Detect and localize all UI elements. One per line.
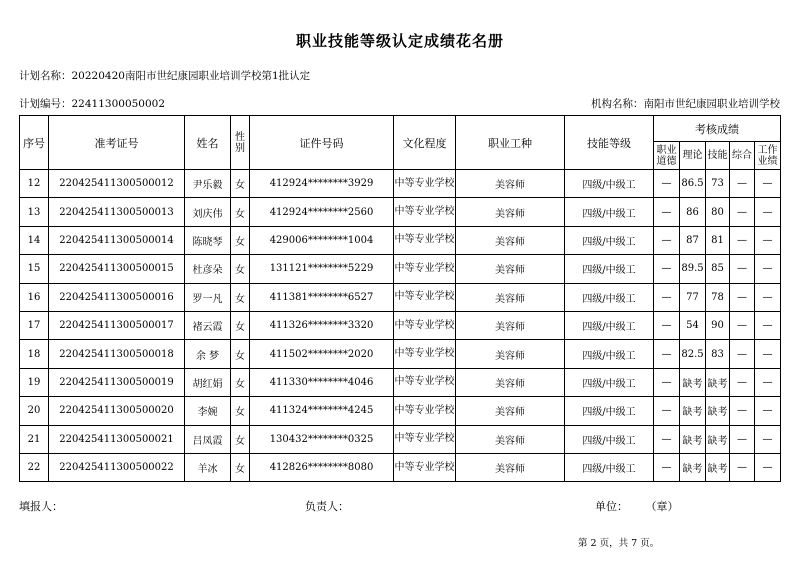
cell-seq: 15 (20, 255, 49, 283)
cell-id-no: 412924********2560 (250, 198, 394, 226)
table-row (20, 198, 781, 226)
header-level: 技能等级 (565, 116, 654, 170)
cell-skill: 缺考 (706, 453, 730, 481)
cell-name: 陈晓琴 (185, 226, 231, 254)
cell-ethics: — (654, 226, 680, 254)
cell-overall: — (730, 170, 755, 198)
cell-occupation: 美容师 (456, 255, 565, 283)
cell-theory: 缺考 (680, 453, 706, 481)
cell-skill: 缺考 (706, 425, 730, 453)
cell-seq: 12 (20, 170, 49, 198)
cell-gender: 女 (231, 397, 250, 425)
cell-overall: — (730, 340, 755, 368)
cell-gender: 女 (231, 368, 250, 396)
cell-occupation: 美容师 (456, 453, 565, 481)
table-row (20, 397, 781, 425)
cell-exam-no: 220425411300500016 (49, 283, 185, 311)
cell-seq: 20 (20, 397, 49, 425)
cell-name: 尹乐毅 (185, 170, 231, 198)
cell-seq: 19 (20, 368, 49, 396)
cell-level: 四级/中级工 (565, 170, 654, 198)
cell-exam-no: 220425411300500017 (49, 311, 185, 339)
table-row (20, 226, 781, 254)
cell-level: 四级/中级工 (565, 425, 654, 453)
cell-work: — (755, 226, 781, 254)
header-work: 工作业绩 (755, 142, 781, 170)
cell-overall: — (730, 283, 755, 311)
cell-theory: 缺考 (680, 368, 706, 396)
cell-gender: 女 (231, 283, 250, 311)
cell-skill: 81 (706, 226, 730, 254)
page-title: 职业技能等级认定成绩花名册 (295, 32, 504, 50)
cell-skill: 78 (706, 283, 730, 311)
cell-level: 四级/中级工 (565, 340, 654, 368)
cell-ethics: — (654, 453, 680, 481)
cell-exam-no: 220425411300500020 (49, 397, 185, 425)
cell-level: 四级/中级工 (565, 226, 654, 254)
cell-overall: — (730, 453, 755, 481)
cell-exam-no: 220425411300500021 (49, 425, 185, 453)
cell-seq: 18 (20, 340, 49, 368)
cell-overall: — (730, 198, 755, 226)
cell-education: 中等专业学校 (394, 283, 456, 311)
cell-education: 中等专业学校 (394, 170, 456, 198)
cell-theory: 86 (680, 198, 706, 226)
cell-work: — (755, 368, 781, 396)
cell-occupation: 美容师 (456, 397, 565, 425)
table-row (20, 368, 781, 396)
cell-exam-no: 220425411300500013 (49, 198, 185, 226)
unit-seal-label: 单位： （章） (595, 500, 679, 513)
cell-occupation: 美容师 (456, 368, 565, 396)
cell-gender: 女 (231, 198, 250, 226)
cell-skill: 缺考 (706, 397, 730, 425)
cell-exam-no: 220425411300500015 (49, 255, 185, 283)
header-id-no: 证件号码 (250, 116, 394, 170)
cell-work: — (755, 255, 781, 283)
cell-education: 中等专业学校 (394, 226, 456, 254)
header-gender: 性别 (231, 116, 250, 170)
cell-ethics: — (654, 397, 680, 425)
cell-education: 中等专业学校 (394, 397, 456, 425)
cell-ethics: — (654, 255, 680, 283)
cell-id-no: 429006********1004 (250, 226, 394, 254)
cell-exam-no: 220425411300500019 (49, 368, 185, 396)
cell-education: 中等专业学校 (394, 255, 456, 283)
plan-name: 计划名称：20220420南阳市世纪康园职业培训学校第1批认定 (19, 70, 311, 82)
cell-gender: 女 (231, 311, 250, 339)
cell-id-no: 411330********4046 (250, 368, 394, 396)
cell-work: — (755, 340, 781, 368)
cell-overall: — (730, 311, 755, 339)
cell-id-no: 131121********5229 (250, 255, 394, 283)
cell-work: — (755, 311, 781, 339)
cell-gender: 女 (231, 453, 250, 481)
cell-theory: 82.5 (680, 340, 706, 368)
cell-education: 中等专业学校 (394, 340, 456, 368)
cell-level: 四级/中级工 (565, 255, 654, 283)
cell-skill: 80 (706, 198, 730, 226)
cell-occupation: 美容师 (456, 226, 565, 254)
cell-seq: 22 (20, 453, 49, 481)
cell-exam-no: 220425411300500018 (49, 340, 185, 368)
table-row (20, 255, 781, 283)
header-name: 姓名 (185, 116, 231, 170)
cell-level: 四级/中级工 (565, 397, 654, 425)
cell-work: — (755, 425, 781, 453)
cell-level: 四级/中级工 (565, 198, 654, 226)
cell-work: — (755, 170, 781, 198)
cell-skill: 85 (706, 255, 730, 283)
cell-education: 中等专业学校 (394, 425, 456, 453)
cell-occupation: 美容师 (456, 170, 565, 198)
header-theory: 理论 (680, 142, 706, 170)
cell-id-no: 411326********3320 (250, 311, 394, 339)
page-indicator: 第 2 页，共 7 页。 (578, 538, 660, 549)
cell-gender: 女 (231, 255, 250, 283)
cell-skill: 73 (706, 170, 730, 198)
table-row (20, 311, 781, 339)
cell-id-no: 412826********8080 (250, 453, 394, 481)
cell-skill: 90 (706, 311, 730, 339)
table-row (20, 170, 781, 198)
filler-label: 填报人： (19, 500, 63, 513)
cell-seq: 17 (20, 311, 49, 339)
cell-ethics: — (654, 340, 680, 368)
cell-theory: 86.5 (680, 170, 706, 198)
cell-seq: 21 (20, 425, 49, 453)
cell-overall: — (730, 368, 755, 396)
cell-name: 胡红娟 (185, 368, 231, 396)
cell-seq: 14 (20, 226, 49, 254)
cell-work: — (755, 198, 781, 226)
cell-occupation: 美容师 (456, 311, 565, 339)
cell-occupation: 美容师 (456, 425, 565, 453)
header-exam-no: 准考证号 (49, 116, 185, 170)
organization-name: 机构名称：南阳市世纪康园职业培训学校 (591, 98, 780, 110)
cell-seq: 16 (20, 283, 49, 311)
table-row (20, 453, 781, 481)
table-row (20, 425, 781, 453)
cell-seq: 13 (20, 198, 49, 226)
cell-skill: 缺考 (706, 368, 730, 396)
cell-ethics: — (654, 425, 680, 453)
header-scores: 考核成绩 (654, 116, 781, 142)
score-roster-table (19, 115, 781, 482)
cell-theory: 缺考 (680, 397, 706, 425)
cell-ethics: — (654, 170, 680, 198)
cell-name: 刘庆伟 (185, 198, 231, 226)
cell-id-no: 130432********0325 (250, 425, 394, 453)
header-occupation: 职业工种 (456, 116, 565, 170)
table-row (20, 283, 781, 311)
cell-ethics: — (654, 311, 680, 339)
cell-theory: 77 (680, 283, 706, 311)
plan-number: 计划编号：22411300050002 (19, 98, 166, 110)
cell-occupation: 美容师 (456, 198, 565, 226)
cell-name: 李婉 (185, 397, 231, 425)
cell-ethics: — (654, 368, 680, 396)
cell-level: 四级/中级工 (565, 283, 654, 311)
cell-theory: 87 (680, 226, 706, 254)
cell-education: 中等专业学校 (394, 198, 456, 226)
header-education: 文化程度 (394, 116, 456, 170)
cell-name: 羊冰 (185, 453, 231, 481)
responsible-label: 负责人： (305, 500, 349, 513)
cell-ethics: — (654, 198, 680, 226)
cell-gender: 女 (231, 340, 250, 368)
cell-education: 中等专业学校 (394, 368, 456, 396)
cell-level: 四级/中级工 (565, 311, 654, 339)
cell-work: — (755, 453, 781, 481)
cell-work: — (755, 283, 781, 311)
cell-name: 罗一凡 (185, 283, 231, 311)
cell-level: 四级/中级工 (565, 453, 654, 481)
cell-name: 褚云霞 (185, 311, 231, 339)
cell-overall: — (730, 425, 755, 453)
cell-education: 中等专业学校 (394, 453, 456, 481)
cell-theory: 54 (680, 311, 706, 339)
cell-id-no: 411324********4245 (250, 397, 394, 425)
cell-occupation: 美容师 (456, 340, 565, 368)
cell-occupation: 美容师 (456, 283, 565, 311)
cell-work: — (755, 397, 781, 425)
cell-overall: — (730, 397, 755, 425)
cell-gender: 女 (231, 170, 250, 198)
cell-overall: — (730, 255, 755, 283)
header-skill: 技能 (706, 142, 730, 170)
table-row (20, 340, 781, 368)
cell-theory: 缺考 (680, 425, 706, 453)
cell-overall: — (730, 226, 755, 254)
header-seq: 序号 (20, 116, 49, 170)
cell-gender: 女 (231, 226, 250, 254)
cell-name: 杜彦朵 (185, 255, 231, 283)
cell-skill: 83 (706, 340, 730, 368)
cell-gender: 女 (231, 425, 250, 453)
header-ethics: 职业道德 (654, 142, 680, 170)
cell-id-no: 412924********3929 (250, 170, 394, 198)
header-overall: 综合 (730, 142, 755, 170)
cell-name: 吕凤霞 (185, 425, 231, 453)
cell-id-no: 411502********2020 (250, 340, 394, 368)
cell-theory: 89.5 (680, 255, 706, 283)
cell-id-no: 411381********6527 (250, 283, 394, 311)
cell-exam-no: 220425411300500014 (49, 226, 185, 254)
cell-level: 四级/中级工 (565, 368, 654, 396)
cell-ethics: — (654, 283, 680, 311)
cell-education: 中等专业学校 (394, 311, 456, 339)
cell-exam-no: 220425411300500022 (49, 453, 185, 481)
cell-exam-no: 220425411300500012 (49, 170, 185, 198)
cell-name: 余 梦 (185, 340, 231, 368)
